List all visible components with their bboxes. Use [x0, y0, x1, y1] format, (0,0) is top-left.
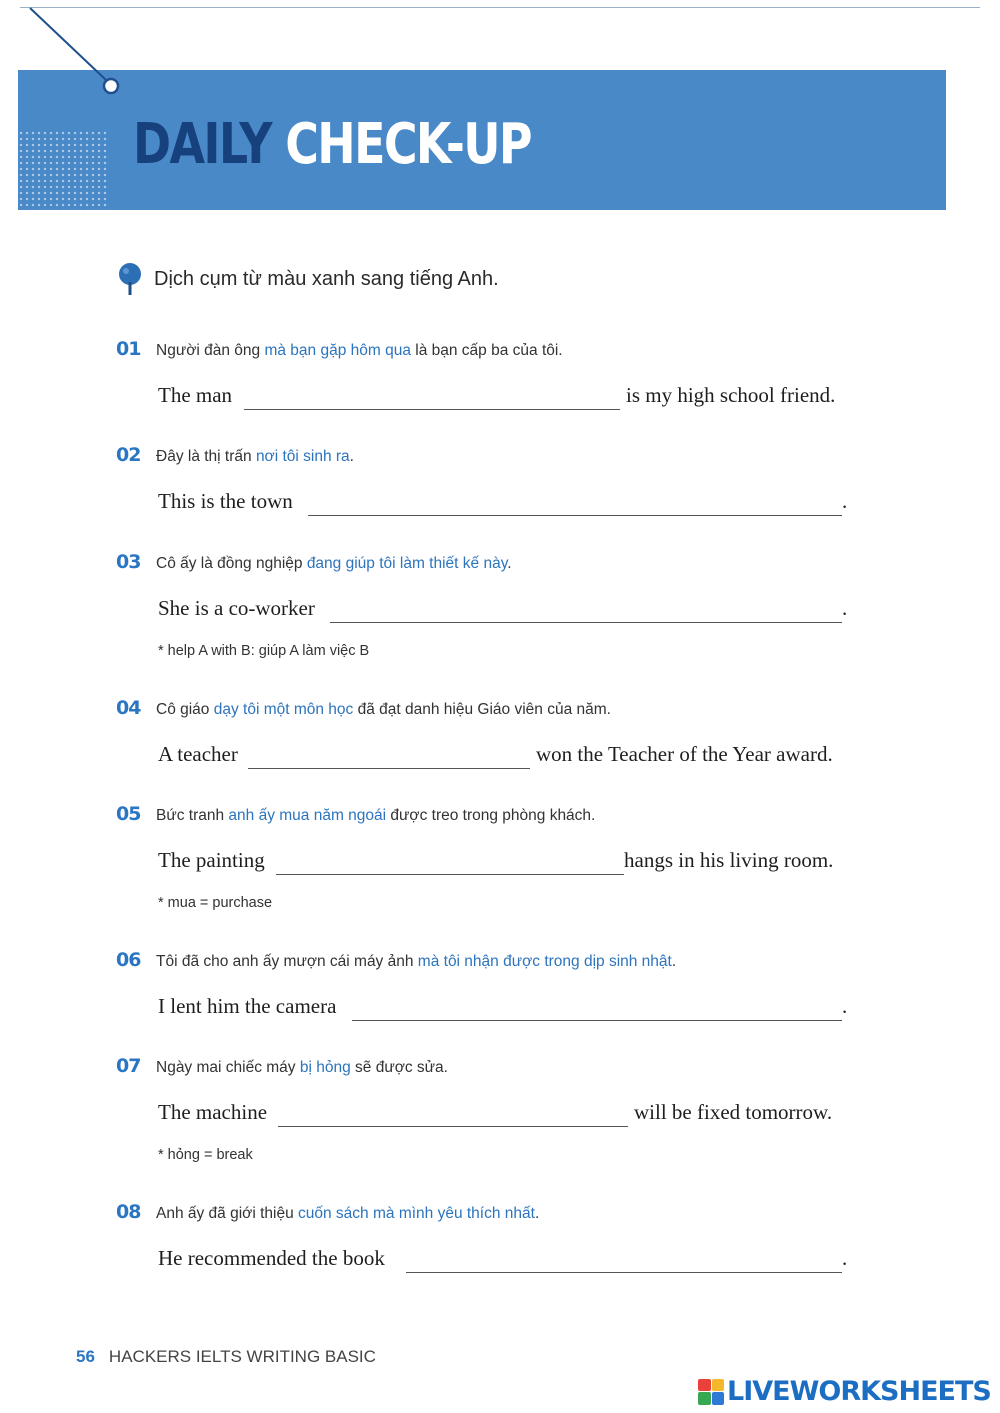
answer-line [158, 987, 850, 1021]
tree-icon [118, 262, 142, 296]
prompt-text: Cô ấy là đồng nghiệp [156, 555, 307, 572]
question-prompt [116, 697, 856, 719]
question-number: 03 [116, 551, 141, 573]
question-07 [116, 1055, 856, 1163]
instruction [118, 262, 499, 296]
prompt-text: Anh ấy đã giới thiệu [156, 1205, 299, 1222]
sentence-prefix: The man [158, 383, 233, 407]
page-title-checkup: CHECK-UP [285, 112, 531, 177]
sentence-prefix: The machine [158, 1100, 268, 1124]
sentence-prefix: A teacher [158, 742, 238, 766]
highlighted-phrase: mà tôi nhận được trong dịp sinh nhật [417, 953, 672, 970]
highlighted-phrase: cuốn sách mà mình yêu thích nhất [298, 1205, 535, 1222]
question-number: 07 [116, 1055, 141, 1077]
prompt-text: là bạn cấp ba của tôi. [410, 342, 563, 359]
prompt-text: . [507, 555, 512, 572]
answer-line [158, 589, 850, 623]
prompt-text: Cô giáo [156, 701, 214, 718]
question-prompt [116, 1055, 856, 1077]
question-02 [116, 444, 856, 513]
answer-blank[interactable] [330, 622, 842, 623]
question-01 [116, 338, 856, 407]
prompt-text: . [671, 953, 677, 970]
question-prompt [116, 551, 856, 573]
answer-blank[interactable] [406, 1272, 842, 1273]
liveworksheets-brand [698, 1376, 991, 1407]
answer-line [158, 1093, 850, 1127]
sentence-suffix: hangs in his living room. [624, 848, 834, 872]
question-03 [116, 551, 856, 659]
prompt-text: được treo trong phòng khách. [386, 807, 596, 824]
sentence-suffix: . [842, 489, 848, 513]
highlighted-phrase: dạy tôi một môn học [213, 701, 354, 718]
sentence-suffix: . [842, 1246, 848, 1270]
sentence-suffix: will be fixed tomorrow. [634, 1100, 833, 1124]
answer-line [158, 1239, 850, 1273]
answer-line [158, 376, 850, 410]
question-number: 08 [116, 1201, 141, 1223]
question-number: 04 [116, 697, 141, 719]
sentence-suffix: is my high school friend. [626, 383, 836, 407]
page-number: 56 [76, 1347, 95, 1366]
question-number: 06 [116, 949, 141, 971]
sentence-prefix: He recommended the book [158, 1246, 385, 1270]
hint-note: * hỏng = break [158, 1147, 253, 1163]
page-title [133, 112, 531, 177]
prompt-text: . [534, 1205, 540, 1222]
highlighted-phrase: nơi tôi sinh ra [255, 448, 350, 465]
pin-line-decoration [0, 0, 140, 110]
page-footer [76, 1347, 376, 1367]
banner-dot-pattern [18, 130, 108, 210]
question-08 [116, 1201, 856, 1270]
highlighted-phrase: bị hỏng [299, 1059, 351, 1076]
hint-note: * mua = purchase [158, 895, 273, 911]
answer-line [158, 841, 850, 875]
top-rule [20, 7, 980, 8]
sentence-prefix: I lent him the camera [158, 994, 337, 1018]
answer-blank[interactable] [278, 1126, 628, 1127]
sentence-suffix: . [842, 596, 848, 620]
liveworksheets-logo-icon [698, 1379, 724, 1405]
sentence-suffix: won the Teacher of the Year award. [536, 742, 833, 766]
sentence-prefix: This is the town [158, 489, 293, 513]
prompt-text: Người đàn ông [156, 342, 265, 359]
sentence-prefix: She is a co-worker [158, 596, 315, 620]
question-05 [116, 803, 856, 911]
question-number: 02 [116, 444, 141, 466]
answer-blank[interactable] [308, 515, 842, 516]
question-04 [116, 697, 856, 766]
answer-line [158, 735, 850, 769]
question-06 [116, 949, 856, 1018]
sentence-prefix: The painting [158, 848, 265, 872]
answer-blank[interactable] [244, 409, 620, 410]
question-prompt [116, 1201, 856, 1223]
highlighted-phrase: anh ấy mua năm ngoái [228, 807, 387, 824]
hint-note: * help A with B: giúp A làm việc B [158, 643, 370, 659]
sentence-suffix: . [842, 994, 848, 1018]
prompt-text: Đây là thị trấn [156, 448, 256, 465]
brand-text: LIVEWORKSHEETS [727, 1376, 991, 1407]
question-prompt [116, 338, 856, 360]
prompt-text: đã đạt danh hiệu Giáo viên của năm. [353, 701, 611, 718]
answer-blank[interactable] [248, 768, 530, 769]
instruction-text: Dịch cụm từ màu xanh sang tiếng Anh. [154, 267, 499, 290]
highlighted-phrase: đang giúp tôi làm thiết kế này [306, 555, 508, 572]
answer-blank[interactable] [276, 874, 624, 875]
highlighted-phrase: mà bạn gặp hôm qua [264, 342, 411, 359]
prompt-text: Tôi đã cho anh ấy mượn cái máy ảnh [156, 953, 418, 970]
question-prompt [116, 803, 856, 825]
question-prompt [116, 949, 856, 971]
question-number: 01 [116, 338, 141, 360]
prompt-text: sẽ được sửa. [350, 1059, 448, 1076]
question-prompt [116, 444, 856, 466]
question-number: 05 [116, 803, 141, 825]
prompt-text: Bức tranh [156, 807, 229, 824]
answer-blank[interactable] [352, 1020, 842, 1021]
page-title-daily: DAILY [133, 112, 271, 177]
book-title: HACKERS IELTS WRITING BASIC [108, 1347, 376, 1366]
answer-line [158, 482, 850, 516]
prompt-text: Ngày mai chiếc máy [156, 1059, 300, 1076]
prompt-text: . [349, 448, 354, 465]
